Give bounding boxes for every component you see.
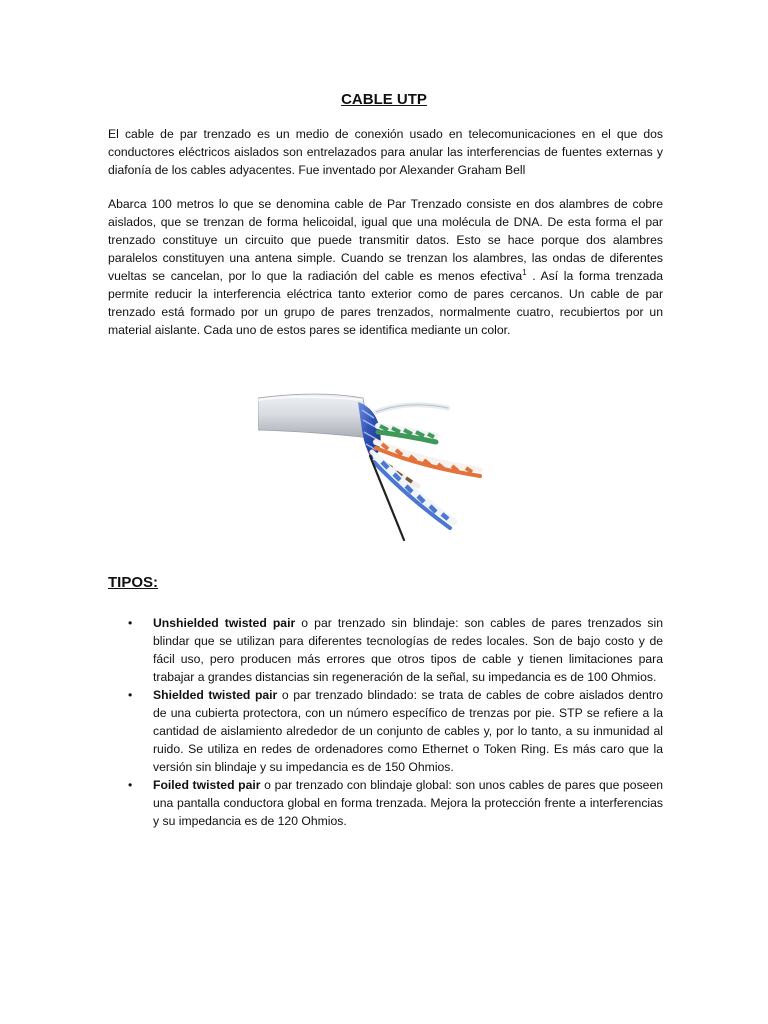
bullet-icon: • (128, 778, 133, 792)
list-item-stp (108, 686, 663, 776)
list-item-utp (108, 614, 663, 686)
cable-jacket (258, 394, 370, 438)
types-list (108, 614, 663, 830)
type-description: o par trenzado blindado: se trata de cables de cobre aislados dentro de una cubierta protectora, con un número específico de trenzas por pie. STP se refiere a la cantidad de aislamiento alrededor de un conjunto de cables y, por lo tanto, a su inmunidad al ruido. Se utiliza en redes de ordenadores como Ethernet o Token Ring. Es más caro que la versión sin blindaje y su impedancia es de 150 Ohmios. (153, 688, 664, 774)
type-name: Shielded twisted pair (153, 688, 278, 702)
description-text-part2: . Así la forma trenzada permite reducir la interferencia eléctrica tanto exterior como de pares cercanos. Un cable de par trenzado está formado por un grupo de pares trenzados, normalmente cuatro, recubiertos por un material aislante. Cada uno de estos pares se identifica mediante un color. (108, 269, 664, 337)
bullet-icon: • (128, 688, 133, 702)
section-heading-tipos: TIPOS: (108, 574, 159, 591)
intro-paragraph (108, 125, 663, 179)
list-item-ftp (108, 776, 663, 830)
type-description: o par trenzado sin blindaje: son cables de pares trenzados sin blindar que se utilizan para diferentes tecnologías de redes locales. Son de bajo costo y de fácil uso, pero producen más errores que otros tipos de cable y tienen limitaciones para trabajar a grandes distancias sin regeneración de la señal, su impedancia es de 100 Ohmios. (153, 616, 664, 684)
intro-paragraph-text: El cable de par trenzado es un medio de conexión usado en telecomunicaciones en el que dos conductores eléctricos aislados son entrelazados para anular las interferencias de fuentes externas y diafonía de los cables adyacentes. Fue inventado por Alexander Graham Bell (108, 127, 663, 177)
bullet-icon: • (128, 616, 133, 630)
page-title: CABLE UTP (341, 91, 427, 108)
footnote-marker: 1 (522, 267, 527, 277)
green-pair (378, 426, 436, 442)
description-paragraph (108, 195, 663, 339)
description-text-part1: Abarca 100 metros lo que se denomina cable de Par Trenzado consiste en dos alambres de cobre aislados, que se trenzan de forma helicoidal, igual que una molécula de DNA. De esta forma el par trenzado constituye un circuito que puede transmitir datos. Esto se hace porque dos alambres paralelos constituyen una antena simple. Cuando se trenzan los alambres, las ondas de diferentes vueltas se cancelan, por lo que la radiación del cable es menos efectiva (108, 197, 663, 283)
type-description: o par trenzado con blindaje global: son unos cables de pares que poseen una pantalla conductora global en forma trenzada. Mejora la protección frente a interferencias y su impedancia es de 120 Ohmios. (153, 778, 663, 828)
type-name: Foiled twisted pair (153, 778, 261, 792)
utp-cable-image (258, 390, 490, 542)
type-name: Unshielded twisted pair (153, 616, 296, 630)
